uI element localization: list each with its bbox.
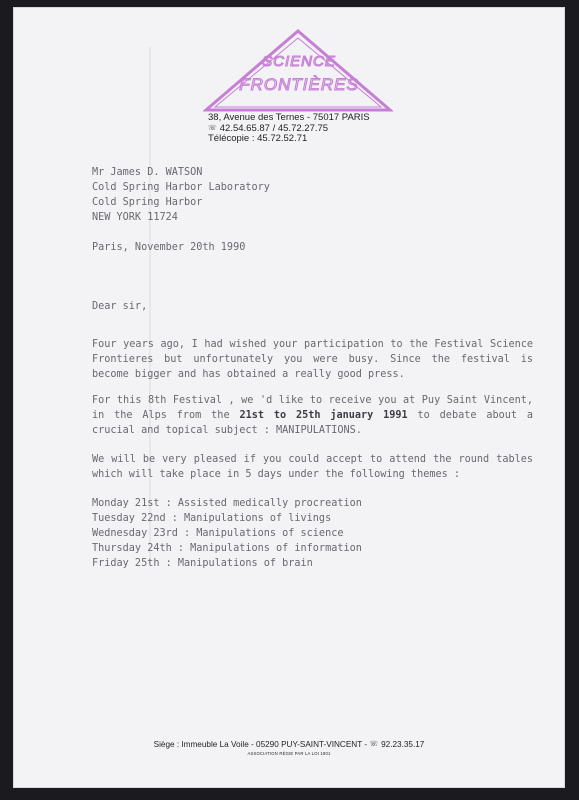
festival-dates: 21st to 25th january 1991 [239, 410, 408, 421]
salutation: Dear sir, [92, 301, 148, 312]
themes-list [92, 496, 362, 571]
letter-page [13, 7, 565, 788]
theme-item: Friday 25th : Manipulations of brain [92, 558, 313, 569]
paragraph-2 [92, 393, 533, 438]
theme-item: Thursday 24th : Manipulations of information [92, 543, 362, 554]
theme-item: Wednesday 23rd : Manipulations of science [92, 528, 344, 539]
footer-association: ASSOCIATION RÉGIE PAR LA LOI 1901 [247, 751, 331, 756]
telephone-icon: ☏ [208, 124, 217, 132]
letterhead-address: 38, Avenue des Ternes - 75017 PARIS [208, 112, 370, 123]
paragraph-2-start: For this 8th Festival , we 'd like to receive you at Puy Saint Vincent, in the Alps from the [92, 395, 533, 421]
logo-text-science: SCIENCE [262, 53, 336, 70]
paragraph-1: Four years ago, I had wished your participation to the Festival Science Frontieres but unfortunately you were busy. Since the festival is become bigger and has obtained a really good press. [92, 339, 533, 380]
footer-address: Siège : Immeuble La Voile - 05290 PUY-SAINT-VINCENT - [153, 740, 368, 749]
paragraph-2-end: to debate about a crucial and topical subject : MANIPULATIONS. [92, 410, 533, 436]
theme-item: Tuesday 22nd : Manipulations of livings [92, 513, 332, 524]
letterhead-fax: Télécopie : 45.72.52.71 [208, 133, 308, 144]
letterhead-phone: 42.54.65.87 / 45.72.27.75 [219, 122, 329, 134]
footer-phone: 92.23.35.17 [381, 740, 425, 749]
recipient-place: Cold Spring Harbor [92, 197, 203, 208]
science-frontieres-logo [203, 28, 393, 112]
letter-date: Paris, November 20th 1990 [92, 242, 246, 253]
recipient-block [92, 165, 270, 225]
footer-address-line [13, 740, 565, 749]
telephone-icon: ☏ [369, 741, 379, 748]
letterhead-address-block [208, 113, 370, 145]
paragraph-3: We will be very pleased if you could accept to attend the round tables which will take place in 5 days under the following themes : [92, 454, 533, 480]
recipient-institution: Cold Spring Harbor Laboratory [92, 182, 270, 193]
recipient-name: Mr James D. WATSON [92, 167, 203, 178]
logo-text-frontieres: FRONTIÈRES [239, 75, 359, 94]
recipient-city: NEW YORK 11724 [92, 212, 178, 223]
letter-footer [13, 740, 565, 756]
theme-item: Monday 21st : Assisted medically procreation [92, 498, 362, 509]
